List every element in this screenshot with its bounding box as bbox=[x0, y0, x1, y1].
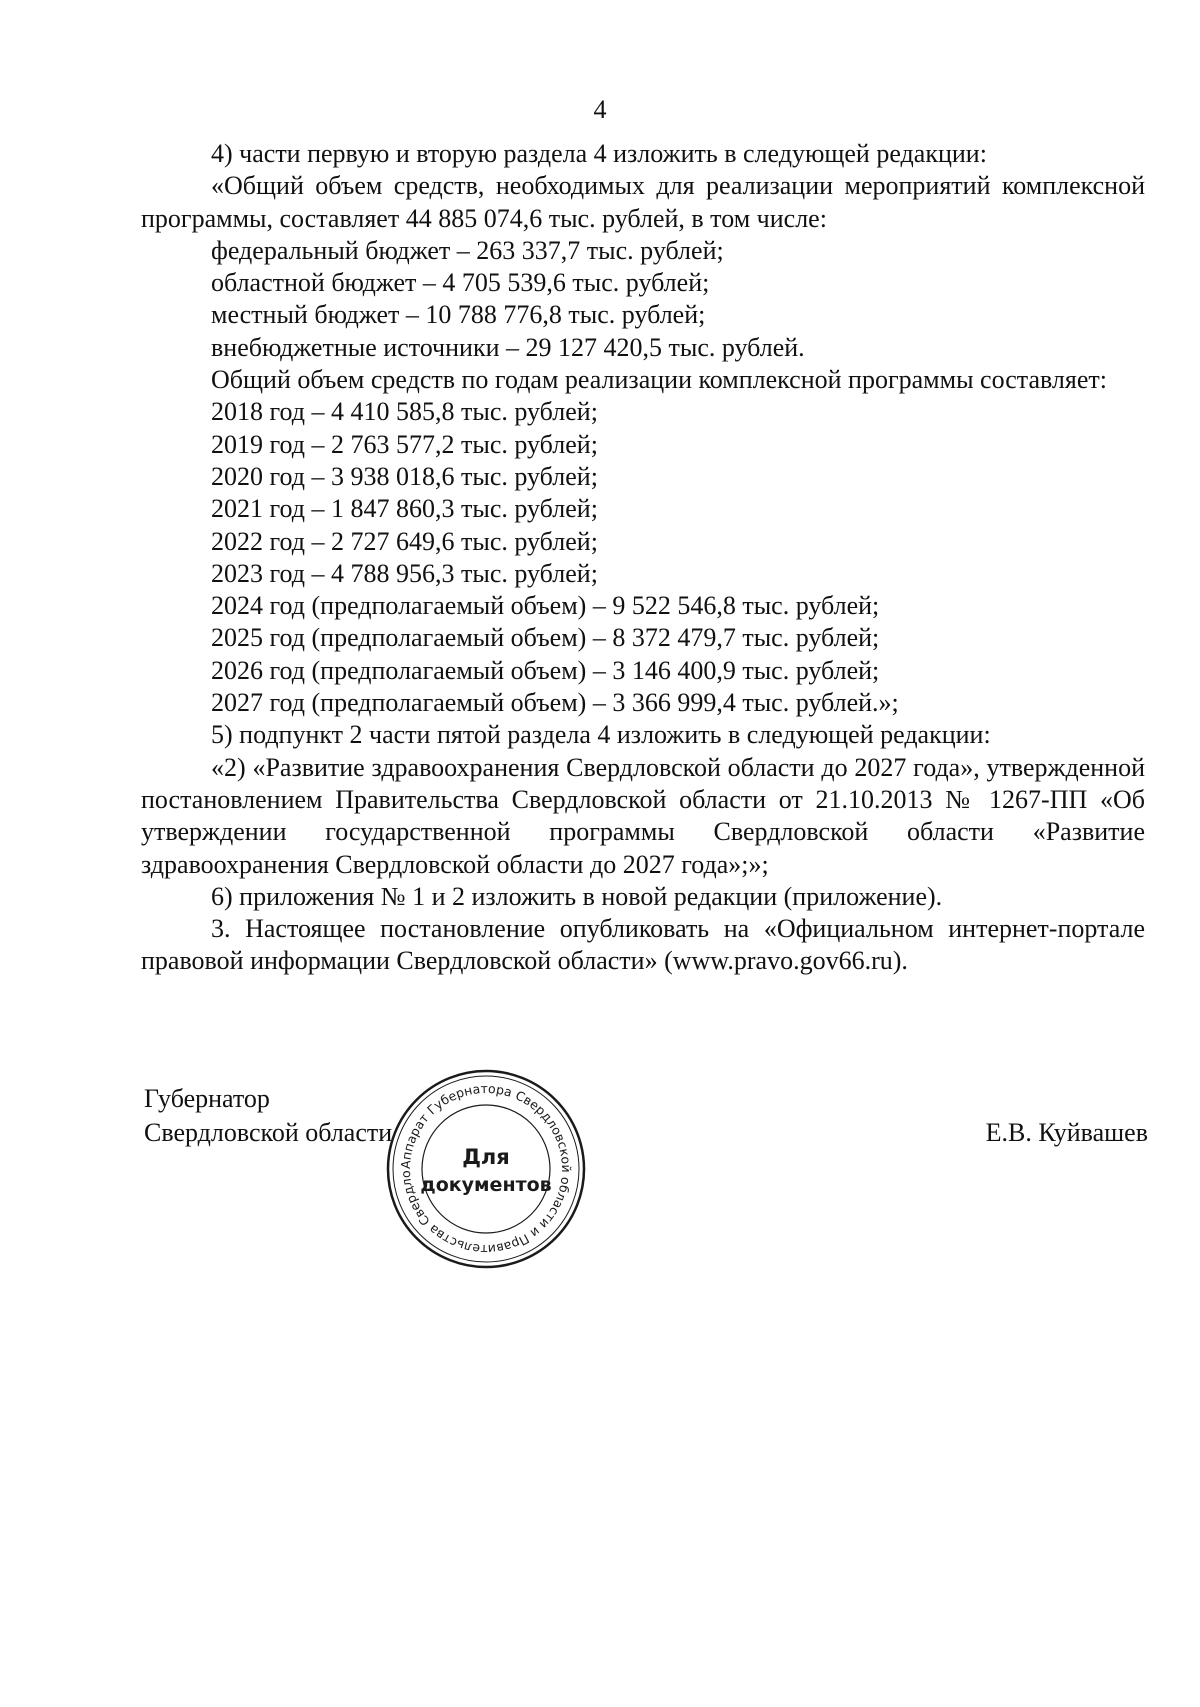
paragraph-funding-by-year: Общий объем средств по годам реализации комплексной программы составляет: bbox=[211, 365, 1107, 395]
document-body bbox=[141, 138, 1145, 978]
paragraph-amend-4: 4) части первую и вторую раздела 4 изложить в следующей редакции: bbox=[211, 139, 987, 168]
paragraph-local-budget: местный бюджет – 10 788 776,8 тыс. рублей; bbox=[211, 300, 706, 330]
signatory-title-line: Свердловской области bbox=[144, 1118, 393, 1147]
year-line: 2025 год (предполагаемый объем) – 8 372 479,7 тыс. рублей; bbox=[211, 623, 880, 653]
official-seal-stamp bbox=[381, 1064, 591, 1274]
signature-block bbox=[141, 1080, 1148, 1282]
signatory-name: Е.В. Куйвашев bbox=[985, 1118, 1148, 1147]
paragraph-amend-6: 6) приложения № 1 и 2 изложить в новой редакции (приложение). bbox=[211, 881, 943, 911]
paragraph-total-funding: «Общий объем средств, необходимых для реализации мероприятий комплексной программы, составляет 44 885 074,6 тыс. рублей, в том числе: bbox=[141, 171, 1145, 233]
year-line: 2023 год – 4 788 956,3 тыс. рублей; bbox=[211, 558, 598, 588]
year-line: 2022 год – 2 727 649,6 тыс. рублей; bbox=[211, 526, 598, 556]
paragraph-amend-5: 5) подпункт 2 части пятой раздела 4 изложить в следующей редакции: bbox=[211, 720, 991, 750]
year-line: 2019 год – 2 763 577,2 тыс. рублей; bbox=[211, 429, 598, 459]
seal-graphic bbox=[381, 1064, 591, 1274]
paragraph-regional-budget: областной бюджет – 4 705 539,6 тыс. рублей; bbox=[211, 268, 710, 298]
paragraph-extrabudgetary: внебюджетные источники – 29 127 420,5 тыс. рублей. bbox=[211, 332, 805, 362]
year-line: 2027 год (предполагаемый объем) – 3 366 999,4 тыс. рублей.»; bbox=[211, 688, 899, 718]
paragraph-subitem-2: «2) «Развитие здравоохранения Свердловской области до 2027 года», утвержденной постановлением Правительства Свердловской области от 21.10.2013 № 1267-ПП «Об утверждении государственной программы Свердловской области «Развитие здравоохранения Свердловской области до 2027 года»;»; bbox=[141, 752, 1145, 879]
year-line: 2020 год – 3 938 018,6 тыс. рублей; bbox=[211, 461, 598, 491]
paragraph-publish: 3. Настоящее постановление опубликовать на «Официальном интернет-портале правовой информации Свердловской области» (www.pravo.gov66.ru). bbox=[141, 914, 1145, 976]
page-number: 4 bbox=[593, 95, 607, 124]
signatory-title bbox=[144, 1082, 392, 1150]
seal-center-line: документов bbox=[420, 1174, 552, 1196]
seal-center-line: Для bbox=[462, 1145, 510, 1169]
seal-ring-text: Аппарат Губернатора Свердловской области и Правительства Свердло bbox=[397, 1080, 575, 1258]
paragraph-federal-budget: федеральный бюджет – 263 337,7 тыс. рублей; bbox=[211, 235, 724, 265]
year-line: 2024 год (предполагаемый объем) – 9 522 546,8 тыс. рублей; bbox=[211, 591, 880, 621]
signatory-title-line: Губернатор bbox=[144, 1084, 270, 1113]
year-line: 2021 год – 1 847 860,3 тыс. рублей; bbox=[211, 494, 598, 524]
year-line: 2026 год (предполагаемый объем) – 3 146 400,9 тыс. рублей; bbox=[211, 655, 880, 685]
year-line: 2018 год – 4 410 585,8 тыс. рублей; bbox=[211, 397, 598, 427]
